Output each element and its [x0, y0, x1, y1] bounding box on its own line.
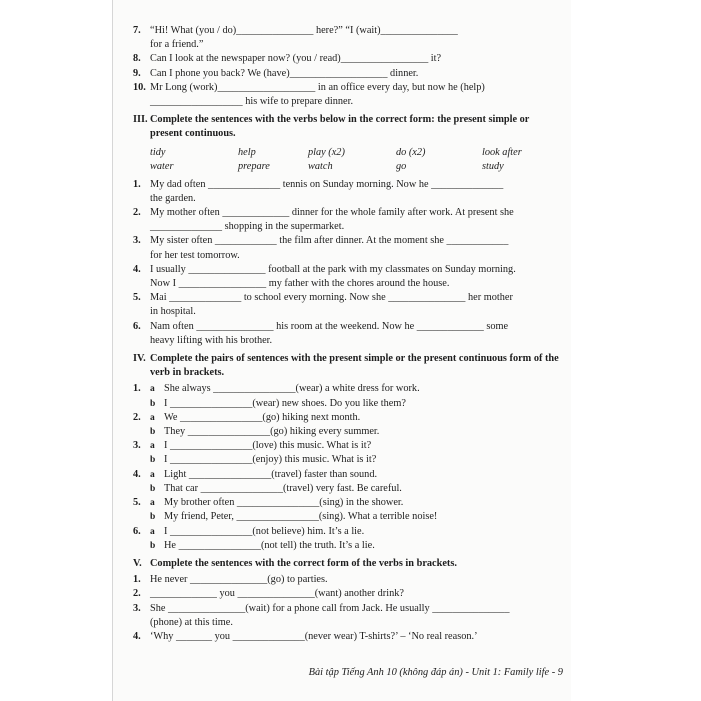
exercise-item: [133, 206, 563, 234]
item-line: That car ________________(travel) very fast. Be careful.: [164, 482, 402, 494]
sub-letter: a: [150, 498, 155, 509]
item-number: 2.: [133, 411, 141, 423]
section5-items: [133, 573, 563, 644]
sub-letter: b: [150, 455, 156, 466]
pair-item-b: [133, 482, 563, 496]
sub-letter: a: [150, 469, 155, 480]
item-line: My mother often _____________ dinner for the whole family after work. At present she: [150, 207, 514, 219]
item-number: 3.: [133, 602, 141, 614]
section-instructions: Complete the sentences with the verbs below in the correct form: the present simple or present continuous.: [150, 114, 530, 140]
pair-item-a: [133, 496, 563, 510]
item-number: 2.: [133, 588, 141, 600]
sub-letter: a: [150, 412, 155, 423]
section-heading: [133, 352, 563, 380]
exercise-item: [133, 52, 563, 66]
section-heading: [133, 113, 563, 141]
pair-item-a: [133, 439, 563, 453]
word-bank-item: water: [150, 160, 174, 172]
item-line: “Hi! What (you / do)_______________ here?” “I (wait)_______________: [150, 25, 458, 36]
item-number: 1.: [133, 383, 141, 395]
pair-item-a: [133, 525, 563, 539]
workbook-page: [112, 0, 571, 701]
item-line: the garden.: [150, 192, 196, 204]
word-bank: [150, 146, 563, 174]
item-line: Can I look at the newspaper now? (you / read)_________________ it?: [150, 53, 442, 65]
item-line: I ________________(love) this music. What is it?: [164, 440, 372, 452]
item-line: Mai ______________ to school every morning. Now she _______________ her mother: [150, 292, 513, 304]
item-line: She always ________________(wear) a white dress for work.: [164, 383, 420, 395]
sub-letter: b: [150, 512, 156, 523]
item-number: 4.: [133, 630, 141, 642]
item-number: 5.: [133, 497, 141, 509]
pair-item-b: [133, 510, 563, 524]
item-line: I ________________(not believe) him. It’s a lie.: [164, 525, 365, 537]
item-line: Mr Long (work)___________________ in an office every day, but now he (help): [150, 81, 485, 93]
exercise-item: [133, 291, 563, 319]
item-line: He ________________(not tell) the truth. It’s a lie.: [164, 539, 375, 551]
item-line: ‘Why _______ you ______________(never wear) T-shirts?’ – ‘No real reason.’: [150, 630, 478, 642]
section-number: V.: [133, 557, 142, 569]
exercise-item: [133, 320, 563, 348]
section-number: III.: [133, 114, 148, 126]
item-number: 5.: [133, 292, 141, 304]
item-line: My friend, Peter, ________________(sing). What a terrible noise!: [164, 511, 438, 523]
pair-item-a: [133, 382, 563, 396]
section4-items: [133, 382, 563, 552]
word-bank-item: look after: [482, 146, 522, 158]
item-line: He never _______________(go) to parties.: [150, 574, 328, 586]
item-line: I usually _______________ football at the park with my classmates on Sunday morning.: [150, 263, 516, 275]
item-line: She _______________(wait) for a phone call from Jack. He usually _______________: [150, 602, 510, 614]
page-footer: Bài tập Tiếng Anh 10 (không đáp án) - Unit 1: Family life - 9: [308, 667, 563, 678]
item-number: 1.: [133, 178, 141, 190]
item-number: 1.: [133, 574, 141, 586]
pair-item-b: [133, 539, 563, 553]
item-line: Can I phone you back? We (have)___________________ dinner.: [150, 67, 419, 79]
section3-items: [133, 178, 563, 348]
pair-item-b: [133, 397, 563, 411]
word-bank-item: help: [238, 146, 256, 158]
exercise-item: [133, 178, 563, 206]
item-line: Nam often _______________ his room at the weekend. Now he _____________ some: [150, 320, 509, 332]
item-number: 4.: [133, 263, 141, 275]
exercise-item: [133, 263, 563, 291]
exercise-item: [133, 602, 563, 630]
word-bank-item: tidy: [150, 146, 166, 158]
exercise-item: [133, 573, 563, 587]
item-line: for her test tomorrow.: [150, 249, 240, 261]
item-line: They ________________(go) hiking every summer.: [164, 426, 380, 438]
item-line: in hospital.: [150, 306, 196, 318]
sub-letter: b: [150, 540, 156, 551]
item-line: (phone) at this time.: [150, 616, 233, 628]
item-line: I ________________(wear) new shoes. Do you like them?: [164, 397, 406, 409]
item-line: for a friend.”: [150, 39, 204, 51]
pair-item-a: [133, 468, 563, 482]
item-line: I ________________(enjoy) this music. What is it?: [164, 454, 377, 466]
section-instructions: Complete the sentences with the correct form of the verbs in brackets.: [150, 557, 457, 569]
item-number: 3.: [133, 235, 141, 247]
word-bank-item: study: [482, 160, 504, 172]
exercise-item: [133, 234, 563, 262]
sub-letter: b: [150, 398, 156, 409]
sub-letter: a: [150, 384, 155, 395]
section-number: IV.: [133, 353, 146, 365]
item-number: 10.: [133, 81, 146, 93]
item-line: My dad often ______________ tennis on Sunday morning. Now he ______________: [150, 178, 504, 190]
section-heading: [133, 557, 563, 571]
item-line: __________________ his wife to prepare dinner.: [150, 96, 354, 108]
item-number: 4.: [133, 468, 141, 480]
sub-letter: a: [150, 441, 155, 452]
pair-item-b: [133, 425, 563, 439]
item-number: 6.: [133, 525, 141, 537]
item-line: Light ________________(travel) faster than sound.: [164, 468, 378, 480]
item-number: 3.: [133, 440, 141, 452]
word-bank-item: play (x2): [308, 146, 345, 158]
item-line: My sister often ____________ the film after dinner. At the moment she ____________: [150, 235, 509, 247]
item-line: ______________ shopping in the supermarket.: [150, 221, 345, 233]
exercise-items-top: [133, 24, 563, 109]
word-bank-item: do (x2): [396, 146, 426, 158]
item-number: 7.: [133, 25, 141, 36]
pair-item-b: [133, 453, 563, 467]
word-bank-item: go: [396, 160, 407, 172]
item-line: _____________ you _______________(want) another drink?: [150, 588, 404, 600]
pair-item-a: [133, 411, 563, 425]
sub-letter: a: [150, 526, 155, 537]
item-line: We ________________(go) hiking next month.: [164, 411, 361, 423]
sub-letter: b: [150, 427, 156, 438]
exercise-item: [133, 24, 563, 52]
item-line: My brother often ________________(sing) in the shower.: [164, 497, 404, 509]
exercise-item: [133, 81, 563, 109]
item-line: Now I _________________ my father with the chores around the house.: [150, 278, 450, 290]
item-number: 8.: [133, 53, 141, 65]
exercise-item: [133, 587, 563, 601]
item-line: heavy lifting with his brother.: [150, 334, 273, 346]
item-number: 2.: [133, 207, 141, 219]
exercise-item: [133, 67, 563, 81]
item-number: 9.: [133, 67, 141, 79]
item-number: 6.: [133, 320, 141, 332]
exercise-item: [133, 630, 563, 644]
sub-letter: b: [150, 483, 156, 494]
word-bank-item: prepare: [238, 160, 270, 172]
page-content: [133, 24, 563, 644]
section-instructions: Complete the pairs of sentences with the present simple or the present continuous form of the verb in brackets.: [150, 353, 559, 379]
word-bank-item: watch: [308, 160, 333, 172]
